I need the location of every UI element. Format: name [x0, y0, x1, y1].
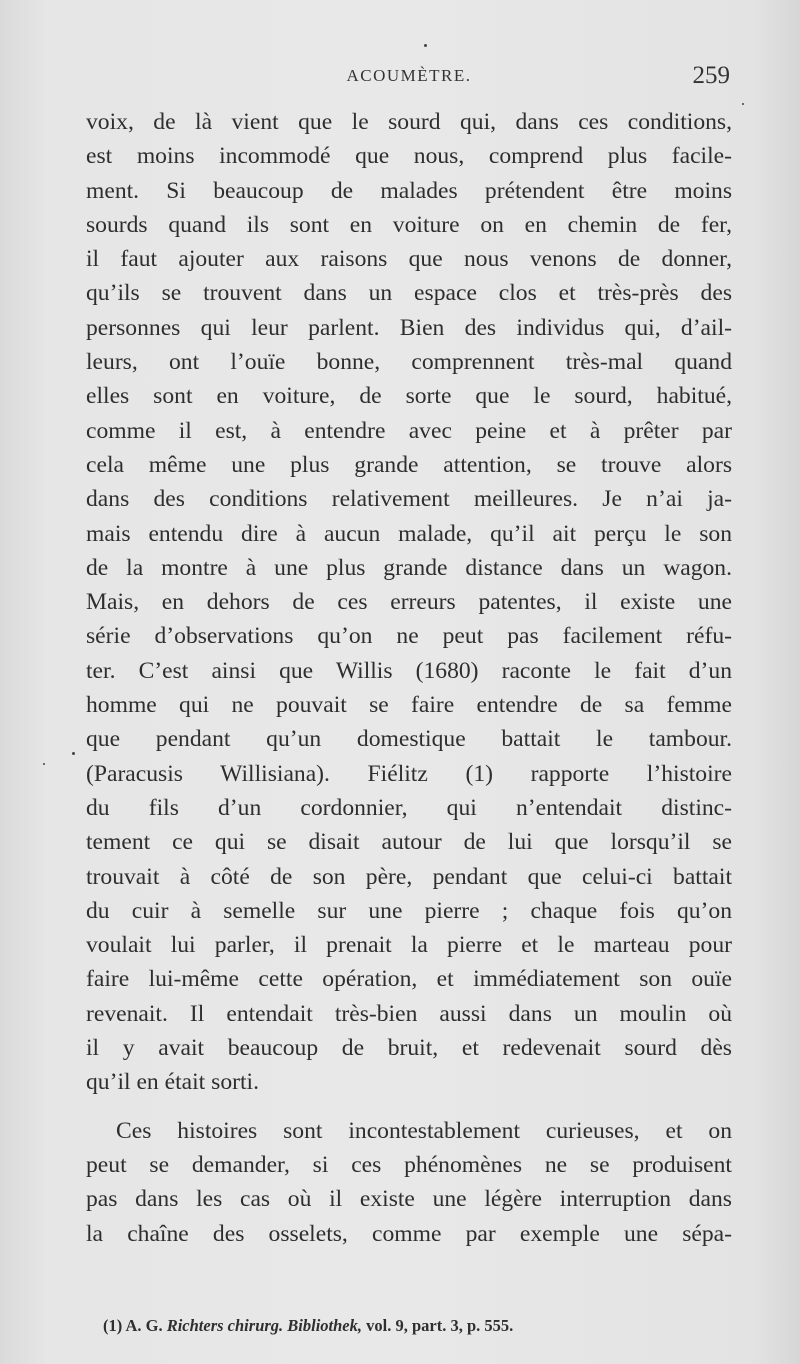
text-line: série d’observations qu’on ne peut pas facilement réfu- [86, 623, 732, 650]
running-head: ACOUMÈTRE. [346, 66, 472, 85]
paragraph-2 [86, 1114, 732, 1251]
text-line: personnes qui leur parlent. Bien des individus qui, d’ail- [86, 314, 732, 341]
footnote-marker: (1) [103, 1316, 123, 1335]
text-line: ter. C’est ainsi que Willis (1680) raconte le fait d’un [86, 657, 732, 684]
print-speck [43, 763, 45, 765]
text-line: comme il est, à entendre avec peine et à prêter par [86, 417, 732, 444]
text-line: mais entendu dire à aucun malade, qu’il ait perçu le son [86, 520, 732, 547]
text-line: il faut ajouter aux raisons que nous venons de donner, [86, 246, 732, 273]
text-line: peut se demander, si ces phénomènes ne se produisent [86, 1151, 732, 1178]
text-line: du fils d’un cordonnier, qui n’entendait distinc- [86, 794, 732, 821]
footnote-author: A. G. [125, 1316, 163, 1335]
text-line: trouvait à côté de son père, pendant que celui-ci battait [86, 863, 732, 890]
footnote-title: Richters chirurg. Bibliothek, [166, 1316, 363, 1335]
text-line: cela même une plus grande attention, se trouve alors [86, 451, 732, 478]
text-line: que pendant qu’un domestique battait le tambour. [86, 726, 732, 753]
text-line: de la montre à une plus grande distance dans un wagon. [86, 554, 732, 581]
print-speck [72, 752, 75, 755]
text-line: elles sont en voiture, de sorte que le sourd, habitué, [86, 383, 732, 410]
text-line: voix, de là vient que le sourd qui, dans ces conditions, [86, 109, 732, 135]
text-line: est moins incommodé que nous, comprend plus facile- [86, 143, 732, 170]
text-line: pas dans les cas où il existe une légère interruption dans [86, 1186, 732, 1213]
body-text [86, 105, 732, 1251]
text-line: la chaîne des osselets, comme par exemple une sépa- [86, 1220, 732, 1247]
print-speck [742, 103, 744, 105]
text-line: dans des conditions relativement meilleures. Je n’ai ja- [86, 486, 732, 513]
text-line: qu’ils se trouvent dans un espace clos et très-près des [86, 280, 732, 307]
text-line: voulait lui parler, il prenait la pierre et le marteau pour [86, 932, 732, 959]
text-line: Mais, en dehors de ces erreurs patentes, il existe une [86, 589, 732, 616]
text-line: il y avait beaucoup de bruit, et redevenait sourd dès [86, 1035, 732, 1062]
text-line: ment. Si beaucoup de malades prétendent être moins [86, 177, 732, 204]
text-line: homme qui ne pouvait se faire entendre de sa femme [86, 692, 732, 719]
paragraph-spacer [86, 1100, 732, 1114]
footnote [103, 1316, 732, 1336]
footnote-reference: vol. 9, part. 3, p. 555. [366, 1316, 514, 1335]
text-line: tement ce qui se disait autour de lui que lorsqu’il se [86, 829, 732, 856]
text-line: (Paracusis Willisiana). Fiélitz (1) rapporte l’histoire [86, 760, 732, 787]
print-speck [424, 44, 427, 47]
text-line: revenait. Il entendait très-bien aussi dans un moulin où [86, 1000, 732, 1027]
text-line: sourds quand ils sont en voiture on en chemin de fer, [86, 211, 732, 238]
text-line: qu’il en était sorti. [86, 1069, 259, 1096]
page-header [86, 62, 732, 96]
text-line: faire lui-même cette opération, et immédiatement son ouïe [86, 966, 732, 993]
page-number: 259 [692, 62, 730, 89]
paragraph-1 [86, 105, 732, 1100]
text-line: Ces histoires sont incontestablement curieuses, et on [116, 1117, 732, 1144]
text-line: leurs, ont l’ouïe bonne, comprennent très-mal quand [86, 349, 732, 376]
text-line: du cuir à semelle sur une pierre ; chaque fois qu’on [86, 897, 732, 924]
